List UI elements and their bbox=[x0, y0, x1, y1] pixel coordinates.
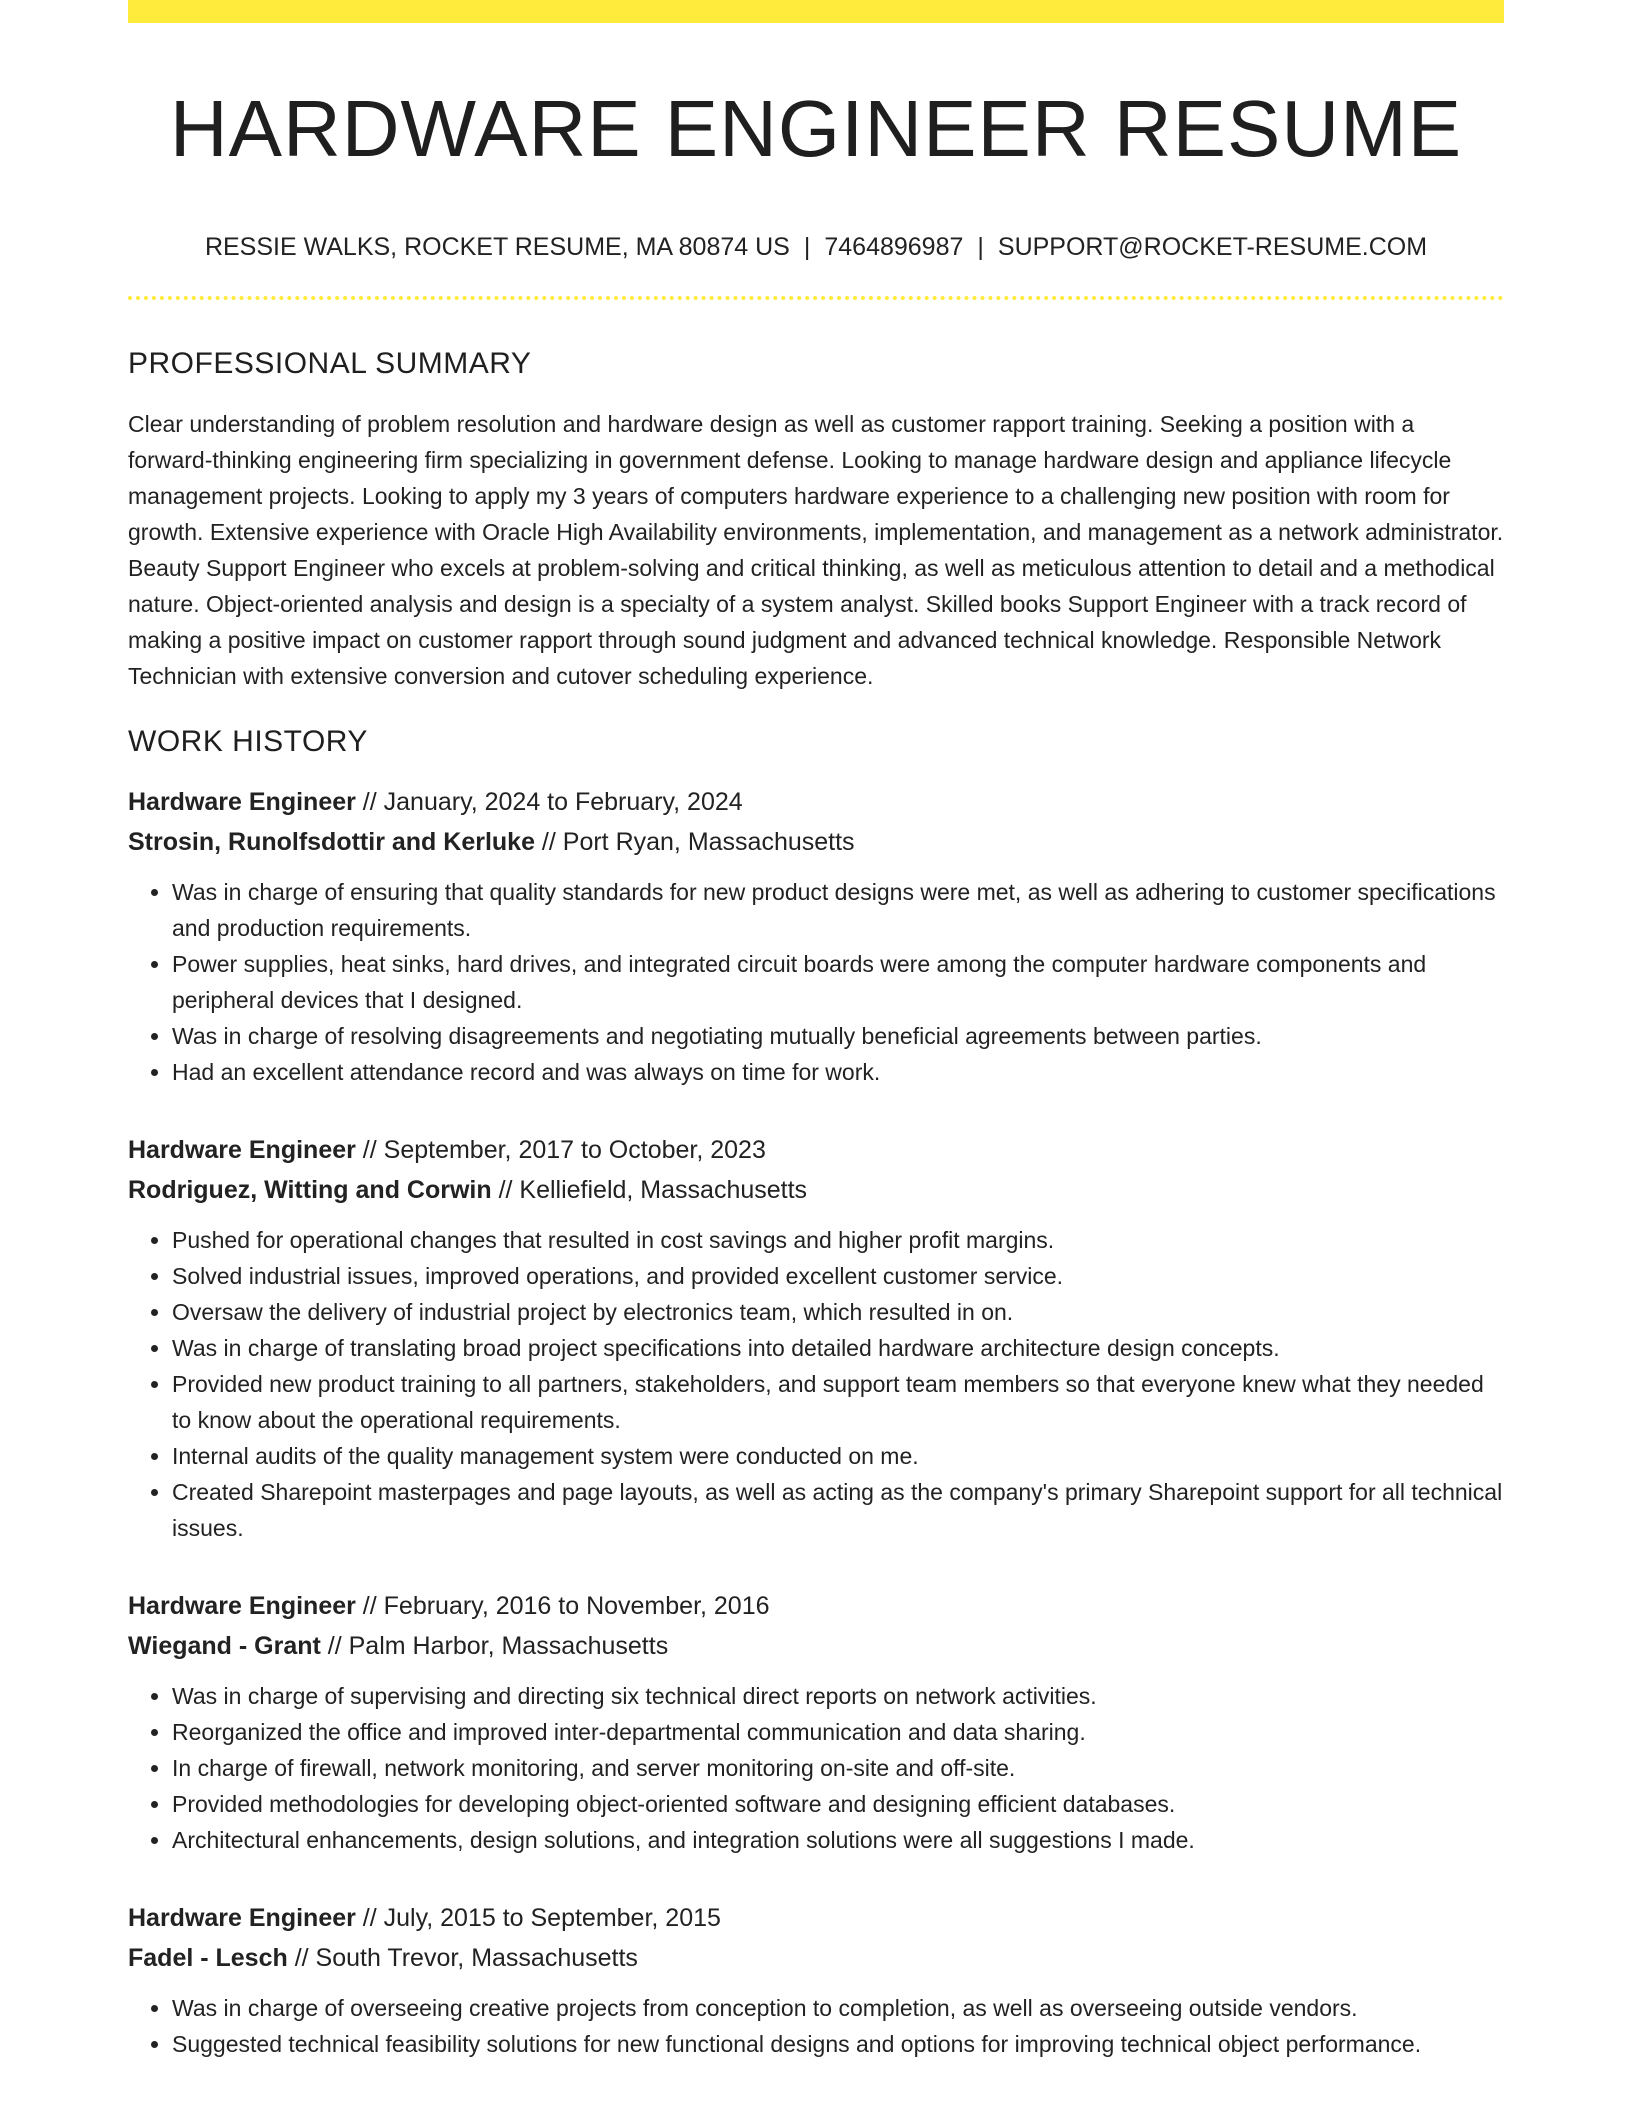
summary-heading: PROFESSIONAL SUMMARY bbox=[128, 347, 532, 380]
duty-item: • Was in charge of supervising and directing six technical direct reports on network activities. bbox=[172, 1678, 1504, 1714]
contact-separator: | bbox=[977, 233, 984, 261]
resume-title: HARDWARE ENGINEER RESUME bbox=[169, 84, 1463, 173]
job-title-line bbox=[128, 1586, 1504, 1626]
job-entry bbox=[128, 1898, 1504, 2062]
job-title: Hardware Engineer bbox=[128, 1136, 356, 1164]
job-company-line bbox=[128, 1938, 1504, 1978]
duty-item: • Power supplies, heat sinks, hard drives, and integrated circuit boards were among the computer hardware components and peripheral devices that I designed. bbox=[172, 946, 1504, 1018]
job-entry bbox=[128, 782, 1504, 1090]
job-title-line bbox=[128, 1130, 1504, 1170]
job-company-line bbox=[128, 1626, 1504, 1666]
duty-item: • Had an excellent attendance record and was always on time for work. bbox=[172, 1054, 1504, 1090]
job-title-line bbox=[128, 1898, 1504, 1938]
duty-item: • Provided new product training to all partners, stakeholders, and support team members so that everyone knew what they needed to know about the operational requirements. bbox=[172, 1366, 1504, 1438]
job-title: Hardware Engineer bbox=[128, 788, 356, 816]
job-company: Wiegand - Grant bbox=[128, 1632, 321, 1660]
duty-item: • Created Sharepoint masterpages and page layouts, as well as acting as the company's primary Sharepoint support for all technical issues. bbox=[172, 1474, 1504, 1546]
job-company-line bbox=[128, 1170, 1504, 1210]
resume-page bbox=[128, 0, 1504, 2062]
job-location: // Port Ryan, Massachusetts bbox=[534, 828, 855, 856]
contact-line bbox=[128, 233, 1504, 262]
job-entry bbox=[128, 1586, 1504, 1858]
job-company: Strosin, Runolfsdottir and Kerluke bbox=[128, 828, 535, 856]
duty-item: • Was in charge of overseeing creative projects from conception to completion, as well as overseeing outside vendors. bbox=[172, 1990, 1504, 2026]
contact-phone: 7464896987 bbox=[824, 233, 964, 261]
duty-item: • Solved industrial issues, improved operations, and provided excellent customer service. bbox=[172, 1258, 1504, 1294]
job-duties bbox=[128, 1678, 1504, 1858]
summary-text: Clear understanding of problem resolution and hardware design as well as customer rapport training. Seeking a position with a forward-thinking engineering firm specializing in government defense. Looking to manage hardware design and appliance lifecycle management projects. Looking to apply my 3 years of computers hardware experience to a challenging new position with room for growth. Extensive experience with Oracle High Availability environments, implementation, and management as a network administrator. Beauty Support Engineer who excels at problem-solving and critical thinking, as well as meticulous attention to detail and a methodical nature. Object-oriented analysis and design is a specialty of a system analyst. Skilled books Support Engineer with a track record of making a positive impact on customer rapport through sound judgment and advanced technical knowledge. Responsible Network Technician with extensive conversion and cutover scheduling experience. bbox=[128, 411, 1504, 689]
job-dates: // January, 2024 to February, 2024 bbox=[355, 788, 743, 816]
job-duties bbox=[128, 874, 1504, 1090]
job-title: Hardware Engineer bbox=[128, 1904, 356, 1932]
contact-email: SUPPORT@ROCKET-RESUME.COM bbox=[997, 233, 1428, 261]
job-title: Hardware Engineer bbox=[128, 1592, 356, 1620]
job-dates: // September, 2017 to October, 2023 bbox=[355, 1136, 766, 1164]
contact-address: RESSIE WALKS, ROCKET RESUME, MA 80874 US bbox=[204, 233, 790, 261]
job-company: Rodriguez, Witting and Corwin bbox=[128, 1176, 492, 1204]
duty-item: • Was in charge of resolving disagreements and negotiating mutually beneficial agreements between parties. bbox=[172, 1018, 1504, 1054]
job-dates: // July, 2015 to September, 2015 bbox=[355, 1904, 721, 1932]
duty-item: • Internal audits of the quality management system were conducted on me. bbox=[172, 1438, 1504, 1474]
work-history-heading: WORK HISTORY bbox=[128, 725, 368, 758]
duty-item: • Pushed for operational changes that resulted in cost savings and higher profit margins. bbox=[172, 1222, 1504, 1258]
duty-item: • In charge of firewall, network monitoring, and server monitoring on-site and off-site. bbox=[172, 1750, 1504, 1786]
job-company-line bbox=[128, 822, 1504, 862]
job-title-line bbox=[128, 782, 1504, 822]
job-company: Fadel - Lesch bbox=[128, 1944, 288, 1972]
duty-item: • Suggested technical feasibility solutions for new functional designs and options for improving technical object performance. bbox=[172, 2026, 1504, 2062]
contact-separator: | bbox=[803, 233, 811, 261]
job-duties bbox=[128, 1990, 1504, 2062]
job-location: // Kelliefield, Massachusetts bbox=[491, 1176, 808, 1204]
job-location: // Palm Harbor, Massachusetts bbox=[320, 1632, 669, 1660]
top-accent-bar bbox=[128, 0, 1504, 23]
duty-item: • Provided methodologies for developing object-oriented software and designing efficient databases. bbox=[172, 1786, 1504, 1822]
job-location: // South Trevor, Massachusetts bbox=[287, 1944, 638, 1972]
duty-item: • Was in charge of translating broad project specifications into detailed hardware architecture design concepts. bbox=[172, 1330, 1504, 1366]
job-duties bbox=[128, 1222, 1504, 1546]
dotted-divider bbox=[128, 296, 1504, 300]
job-entry bbox=[128, 1130, 1504, 1546]
duty-item: • Was in charge of ensuring that quality standards for new product designs were met, as well as adhering to customer specifications and production requirements. bbox=[172, 874, 1504, 946]
duty-item: • Oversaw the delivery of industrial project by electronics team, which resulted in on. bbox=[172, 1294, 1504, 1330]
job-dates: // February, 2016 to November, 2016 bbox=[355, 1592, 770, 1620]
duty-item: • Reorganized the office and improved inter-departmental communication and data sharing. bbox=[172, 1714, 1504, 1750]
duty-item: • Architectural enhancements, design solutions, and integration solutions were all suggestions I made. bbox=[172, 1822, 1504, 1858]
